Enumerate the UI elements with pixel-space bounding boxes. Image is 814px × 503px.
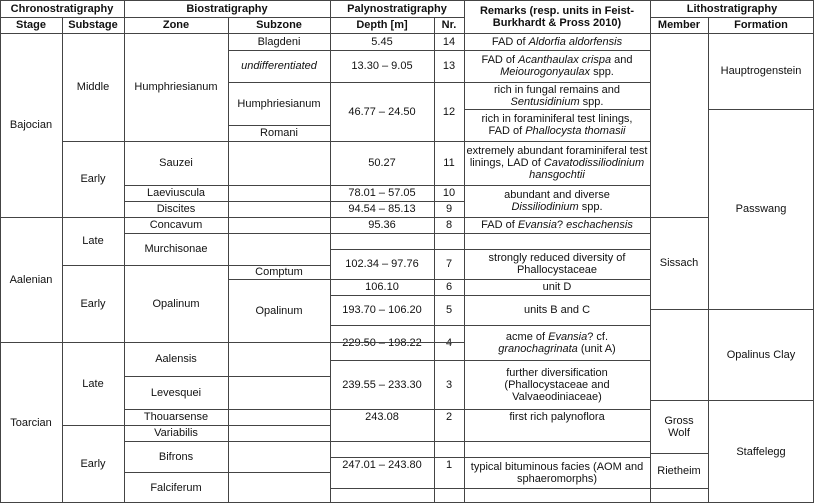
substage-aalenian-late: Late — [82, 235, 104, 247]
formation-opalinus-clay: Opalinus Clay — [726, 348, 796, 361]
depth-9: 94.54 – 85.13 — [348, 203, 416, 215]
zone-discites: Discites — [156, 203, 196, 215]
remark-10: abundant and diverse Dissiliodinium spp. — [504, 189, 610, 213]
remark-3: further diversification (Phallocystaceae and Valvaeodiniaceae) — [504, 366, 610, 403]
nr-7: 7 — [445, 258, 453, 270]
zone-humphriesianum: Humphriesianum — [134, 81, 218, 93]
header-subzone: Subzone — [256, 19, 302, 31]
remark-7: strongly reduced diversity of Phallocystaceae — [488, 252, 626, 276]
header-palynostratigraphy: Palynostratigraphy — [347, 2, 447, 15]
nr-10: 10 — [442, 187, 456, 199]
remark-4: acme of Evansia? cf. granochagrinata (unit A) — [498, 330, 616, 355]
subzone-blagdeni: Blagdeni — [257, 35, 301, 48]
stage-aalenian: Aalenian — [9, 273, 53, 286]
subzone-undifferentiated: undifferentiated — [241, 60, 317, 72]
depth-11: 50.27 — [368, 157, 396, 169]
remark-12b: rich in foraminiferal test linings, FAD of Phallocysta thomasii — [481, 113, 633, 137]
depth-7: 102.34 – 97.76 — [345, 258, 419, 270]
depth-14: 5.45 — [371, 35, 393, 48]
header-substage: Substage — [68, 19, 118, 31]
nr-6: 6 — [445, 281, 453, 293]
nr-1: 1 — [445, 458, 453, 471]
depth-13: 13.30 – 9.05 — [351, 60, 413, 72]
subzone-opalinum: Opalinum — [255, 304, 303, 317]
zone-murchisonae: Murchisonae — [144, 243, 208, 255]
zone-falciferum: Falciferum — [150, 481, 202, 494]
subzone-comptum: Comptum — [255, 266, 303, 278]
formation-hauptrogenstein: Hauptrogenstein — [720, 65, 802, 77]
remark-11: extremely abundant foraminiferal test linings, LAD of Cavatodissiliodinium hansgochtii — [466, 145, 648, 181]
nr-14: 14 — [442, 35, 456, 48]
nr-9: 9 — [445, 203, 453, 215]
member-sissach: Sissach — [659, 257, 699, 269]
subzone-romani: Romani — [260, 127, 298, 139]
header-zone: Zone — [162, 19, 190, 31]
nr-13: 13 — [442, 60, 456, 72]
formation-passwang: Passwang — [735, 203, 787, 215]
substage-toarcian-late: Late — [82, 377, 104, 390]
depth-5: 193.70 – 106.20 — [342, 304, 422, 316]
member-rietheim: Rietheim — [657, 464, 701, 477]
remark-13: FAD of Acanthaulax crispa and Meiourogonyaulax spp. — [481, 54, 633, 78]
depth-2: 243.08 — [365, 411, 399, 423]
zone-concavum: Concavum — [149, 219, 203, 231]
zone-laeviuscula: Laeviuscula — [146, 187, 206, 199]
substage-aalenian-early: Early — [80, 297, 106, 310]
nr-12: 12 — [442, 105, 456, 118]
remark-2: first rich palynoflora — [509, 411, 605, 423]
subzone-humphriesianum: Humphriesianum — [237, 97, 321, 110]
substage-bajocian-early: Early — [80, 173, 106, 185]
header-nr: Nr. — [441, 19, 457, 31]
header-biostratigraphy: Biostratigraphy — [186, 2, 268, 15]
remark-14: FAD of Aldorfia aldorfensis — [491, 35, 623, 48]
zone-opalinum: Opalinum — [152, 297, 200, 310]
zone-thouarsense: Thouarsense — [143, 411, 209, 423]
remark-12: rich in fungal remains and Sentusidinium spp. — [494, 83, 620, 108]
depth-8: 95.36 — [368, 219, 396, 231]
zone-bifrons: Bifrons — [158, 450, 194, 463]
remark-8: FAD of Evansia? eschachensis — [481, 219, 633, 231]
zone-levesquei: Levesquei — [150, 386, 202, 399]
depth-3: 239.55 – 233.30 — [342, 378, 422, 391]
header-chronostratigraphy: Chronostratigraphy — [10, 2, 114, 15]
member-gross-wolf: Gross Wolf — [664, 414, 694, 439]
remark-6: unit D — [542, 281, 572, 293]
nr-3: 3 — [445, 378, 453, 391]
nr-8: 8 — [445, 219, 453, 231]
depth-6: 106.10 — [365, 281, 399, 293]
header-member: Member — [657, 19, 701, 31]
stage-bajocian: Bajocian — [9, 119, 53, 131]
header-lithostratigraphy: Lithostratigraphy — [686, 2, 778, 15]
nr-2: 2 — [445, 411, 453, 423]
stage-toarcian: Toarcian — [10, 416, 52, 429]
header-formation: Formation — [734, 19, 788, 31]
nr-5: 5 — [445, 304, 453, 316]
remark-5: units B and C — [523, 304, 591, 316]
zone-variabilis: Variabilis — [154, 427, 198, 439]
header-stage: Stage — [16, 19, 46, 31]
remark-1: typical bituminous facies (AOM and sphaeromorphs) — [470, 460, 644, 485]
formation-staffelegg: Staffelegg — [736, 445, 786, 458]
zone-sauzei: Sauzei — [159, 157, 193, 169]
zone-aalensis: Aalensis — [155, 353, 197, 365]
depth-1: 247.01 – 243.80 — [342, 458, 422, 471]
header-depth: Depth [m] — [356, 19, 408, 31]
depth-10: 78.01 – 57.05 — [348, 187, 416, 199]
substage-toarcian-early: Early — [80, 458, 106, 470]
nr-11: 11 — [443, 157, 455, 169]
substage-bajocian-middle: Middle — [76, 81, 110, 93]
depth-12: 46.77 – 24.50 — [348, 105, 416, 118]
depth-4: 229.50 – 198.22 — [342, 336, 422, 349]
header-remarks: Remarks (resp. units in Feist-Burkhardt & Pross 2010) — [479, 4, 635, 29]
nr-4: 4 — [445, 336, 453, 349]
